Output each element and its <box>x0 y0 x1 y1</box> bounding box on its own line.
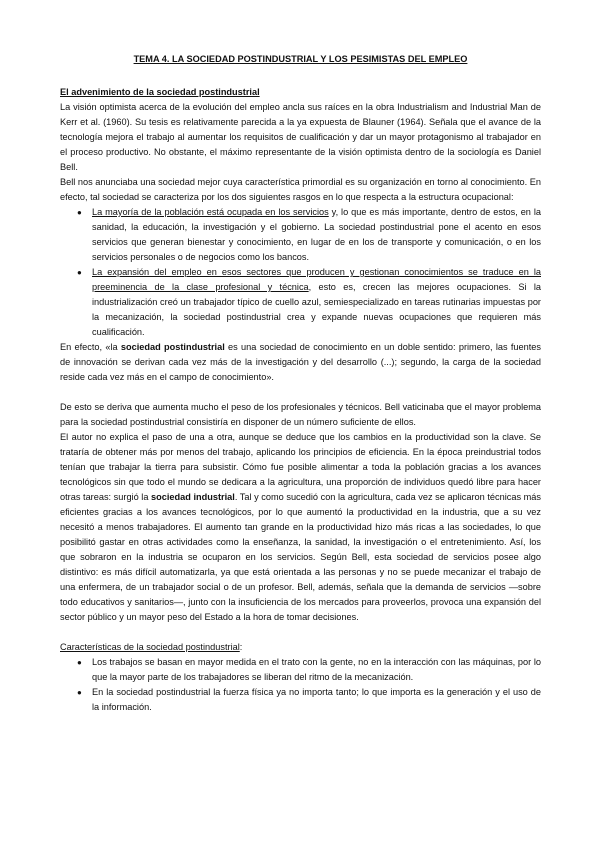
paragraph-spacer <box>60 625 541 640</box>
list-item-underlined: La expansión del empleo en esos sectores que producen y gestionan conocimientos se traduce en la preeminencia de la clase profesional y técnica <box>92 267 541 292</box>
list-item <box>60 685 541 715</box>
section-heading-caracteristicas: Características de la sociedad postindustrial <box>60 642 240 652</box>
paragraph-profesionales: De esto se deriva que aumenta mucho el peso de los profesionales y técnicos. Bell vaticinaba que el mayor problema para la sociedad postindustrial consistiría en disponer de un número suficiente de ellos. <box>60 402 541 427</box>
bullet-list-rasgos <box>60 205 541 340</box>
section-heading-advenimiento: El advenimiento de la sociedad postindustrial <box>60 87 260 97</box>
bold-term: sociedad industrial <box>151 492 235 502</box>
quote-start: En efecto, «la <box>60 342 121 352</box>
paragraph-vision-optimista: La visión optimista acerca de la evolución del empleo ancla sus raíces en la obra Industrialism and Industrial Man de Kerr et al. (1960). Su tesis es relativamente parecida a la ya expuesta de Blauner (1964). Señala que el avance de la tecnología mejora el trabajo al aumentar los requisitos de cualificación y dar un mayor protagonismo al trabajador en el proceso productivo. No obstante, el máximo representante de la visión optimista dentro de la sociología es Daniel Bell. <box>60 102 541 172</box>
paragraph-spacer <box>60 385 541 400</box>
document-title: TEMA 4. LA SOCIEDAD POSTINDUSTRIAL Y LOS PESIMISTAS DEL EMPLEO <box>133 54 468 64</box>
bullet-icon: ● <box>77 688 82 697</box>
bold-term: sociedad postindustrial <box>120 342 225 352</box>
list-item <box>60 265 541 340</box>
list-item <box>60 655 541 685</box>
list-item-text: En la sociedad postindustrial la fuerza física ya no importa tanto; lo que importa es la generación y el uso de la información. <box>92 687 541 712</box>
paragraph-text-start: El autor no explica el paso de una a otra, aunque se deduce que los cambios en la productividad son la clave. Se trataría de obtener más por menos del trabajo, aplicando los principios de eficiencia. En la época preindustrial todos tenían que trabajar la tierra para subsistir. Cómo fue posible alimentar a toda la población gracias a los avances tecnológicos sin que todo el mundo se dedicara a la agricultura, una proporción de individuos quedó libre para hacer otras tareas: surgió la <box>60 432 541 502</box>
quote-rest: es una sociedad de conocimiento en un doble sentido: primero, las fuentes de innovación se derivan cada vez más de la investigación y del desarrollo (...); segundo, la carga de la sociedad reside cada vez más en el campo de conocimiento». <box>60 342 541 382</box>
heading-colon: : <box>239 642 243 652</box>
section-heading-caracteristicas-wrapper <box>60 640 541 655</box>
list-item <box>60 205 541 265</box>
paragraph-bell-sociedad: Bell nos anunciaba una sociedad mejor cuya característica primordial es su organización en torno al conocimiento. En efecto, tal sociedad se caracteriza por los dos siguientes rasgos en lo que respecta a la estructura ocupacional: <box>60 177 541 202</box>
paragraph-text-rest: . Tal y como sucedió con la agricultura, cada vez se aplicaron técnicas más eficientes gracias a los avances tecnológicos, por lo que aumentó la productividad en la industria, que a su vez necesitó a menos trabajadores. El aumento tan grande en la productividad hizo más ricas a las sociedades, lo que posibilitó gastar en otras actividades como la enseñanza, la sanidad, la investigación o el entretenimiento. Así, los que sobraron en la industria se ocuparon en los servicios. Según Bell, esta sociedad de servicios posee algo distintivo: es más difícil automatizarla, ya que está orientada a las personas y no se puede mecanizar el trabajo de una enfermera, de un trabajador social o de un profesor. Bell, además, señala que la demanda de servicios —sobre todo educativos y sanitarios—, junto con la insuficiencia de los mercados para proveerlos, provoca una expansión del sector público y un mayor peso del Estado a la hora de tomar decisiones. <box>60 492 541 622</box>
bullet-icon: ● <box>77 658 82 667</box>
list-item-text: Los trabajos se basan en mayor medida en el trato con la gente, no en la interacción con las máquinas, por lo que la mayor parte de los trabajadores se liberan del ritmo de la mecanización. <box>92 657 541 682</box>
list-item-underlined: La mayoría de la población está ocupada en los servicios <box>92 207 329 217</box>
paragraph-productividad <box>60 430 541 625</box>
list-item-text: y, lo que es más importante, dentro de estos, en la sanidad, la educación, la investigación y el gobierno. La sociedad postindustrial pone el acento en esos servicios que generan bienestar y conocimiento, en lugar de en los de transporte y comunicación, o en los servicios personales o de negocios como los bancos. <box>92 207 541 262</box>
bullet-icon: ● <box>77 268 82 277</box>
bullet-list-caracteristicas <box>60 655 541 715</box>
paragraph-quote <box>60 340 541 385</box>
list-item-text: , esto es, crecen las mejores ocupaciones. Si la industrialización creó un trabajador típico de cuello azul, semiespecializado en tareas rutinarias impuestas por la mecanización, la sociedad postindustrial crea y expande nuevas ocupaciones que requieren más cualificación. <box>92 282 541 337</box>
bullet-icon: ● <box>77 208 82 217</box>
